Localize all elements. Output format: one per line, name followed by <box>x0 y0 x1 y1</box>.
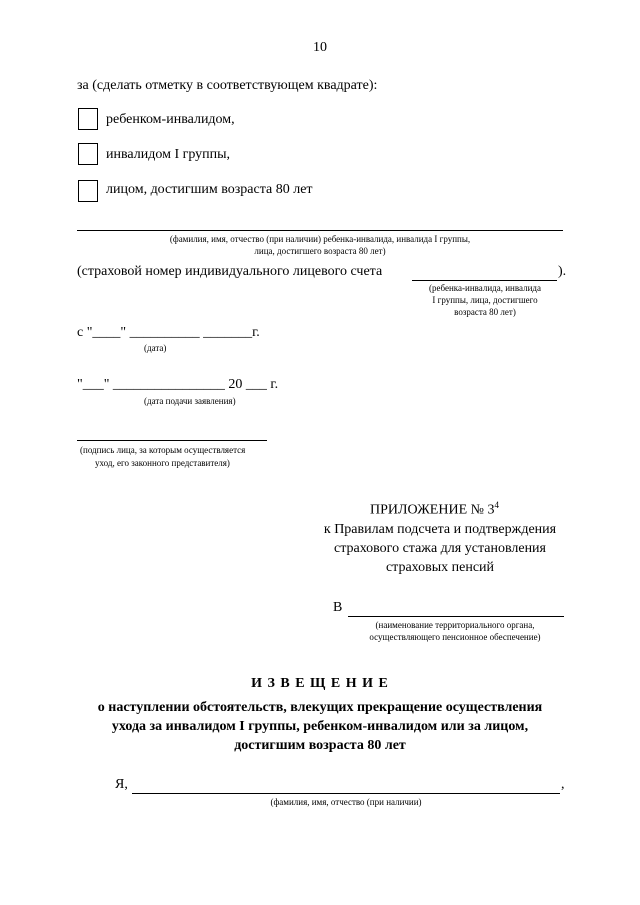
snils-label: (страховой номер индивидуального лицевого счета <box>77 264 383 279</box>
fio-input-line[interactable] <box>132 793 560 794</box>
checkbox-intro: за (сделать отметку в соответствующем квадрате): <box>77 78 378 93</box>
name-caption-line2: лица, достигшего возраста 80 лет) <box>254 246 386 256</box>
i-comma: , <box>561 777 565 792</box>
organ-caption-line1: (наименование территориального органа, <box>375 620 535 630</box>
submit-date-field[interactable]: "___" ________________ 20 ___ г. <box>77 377 279 392</box>
snils-caption-line2: I группы, лица, достигшего <box>432 295 538 305</box>
snils-caption-line1: (ребенка-инвалида, инвалида <box>429 283 541 293</box>
name-caption-line1: (фамилия, имя, отчество (при наличии) ребенка-инвалида, инвалида I группы, <box>169 234 471 244</box>
snils-close: ). <box>558 264 567 279</box>
name-input-line[interactable] <box>77 230 563 231</box>
i-label: Я, <box>115 777 128 792</box>
signature-caption-line2: уход, его законного представителя) <box>95 458 230 468</box>
appendix-line3: страховых пенсий <box>385 560 495 575</box>
appendix-title-text: ПРИЛОЖЕНИЕ № 3 <box>370 502 495 518</box>
notice-subtitle-line2: ухода за инвалидом I группы, ребенком-инвалидом или за лицом, <box>111 719 529 734</box>
snils-input-line[interactable] <box>412 280 557 281</box>
checkbox-disabled-group1[interactable] <box>78 143 98 165</box>
page-number: 10 <box>313 40 327 55</box>
appendix-title <box>370 500 499 519</box>
signature-caption-line1: (подпись лица, за которым осуществляется <box>80 445 246 455</box>
checkbox-label-child-disabled: ребенком-инвалидом, <box>106 112 235 127</box>
checkbox-age-80[interactable] <box>78 180 98 202</box>
checkbox-label-age-80: лицом, достигшим возраста 80 лет <box>106 182 313 197</box>
appendix-line1: к Правилам подсчета и подтверждения <box>323 522 557 537</box>
snils-caption-line3: возраста 80 лет) <box>454 307 516 317</box>
appendix-sup: 4 <box>494 500 499 510</box>
fio-caption: (фамилия, имя, отчество (при наличии) <box>270 797 422 807</box>
checkbox-child-disabled[interactable] <box>78 108 98 130</box>
date-caption: (дата) <box>144 343 167 353</box>
signature-line[interactable] <box>77 440 267 441</box>
appendix-line2: страхового стажа для установления <box>333 541 546 556</box>
notice-title: И З В Е Щ Е Н И Е <box>251 676 389 691</box>
notice-subtitle-line3: достигшим возраста 80 лет <box>234 738 406 753</box>
checkbox-label-disabled-group1: инвалидом I группы, <box>106 147 231 162</box>
submit-date-caption: (дата подачи заявления) <box>144 396 236 406</box>
organ-caption-line2: осуществляющего пенсионное обеспечение) <box>369 632 541 642</box>
organ-input-line[interactable] <box>348 616 564 617</box>
notice-subtitle-line1: о наступлении обстоятельств, влекущих прекращение осуществления <box>97 700 543 715</box>
date-from-field[interactable]: с "____" __________ _______г. <box>77 325 260 340</box>
to-label: В <box>333 600 343 615</box>
